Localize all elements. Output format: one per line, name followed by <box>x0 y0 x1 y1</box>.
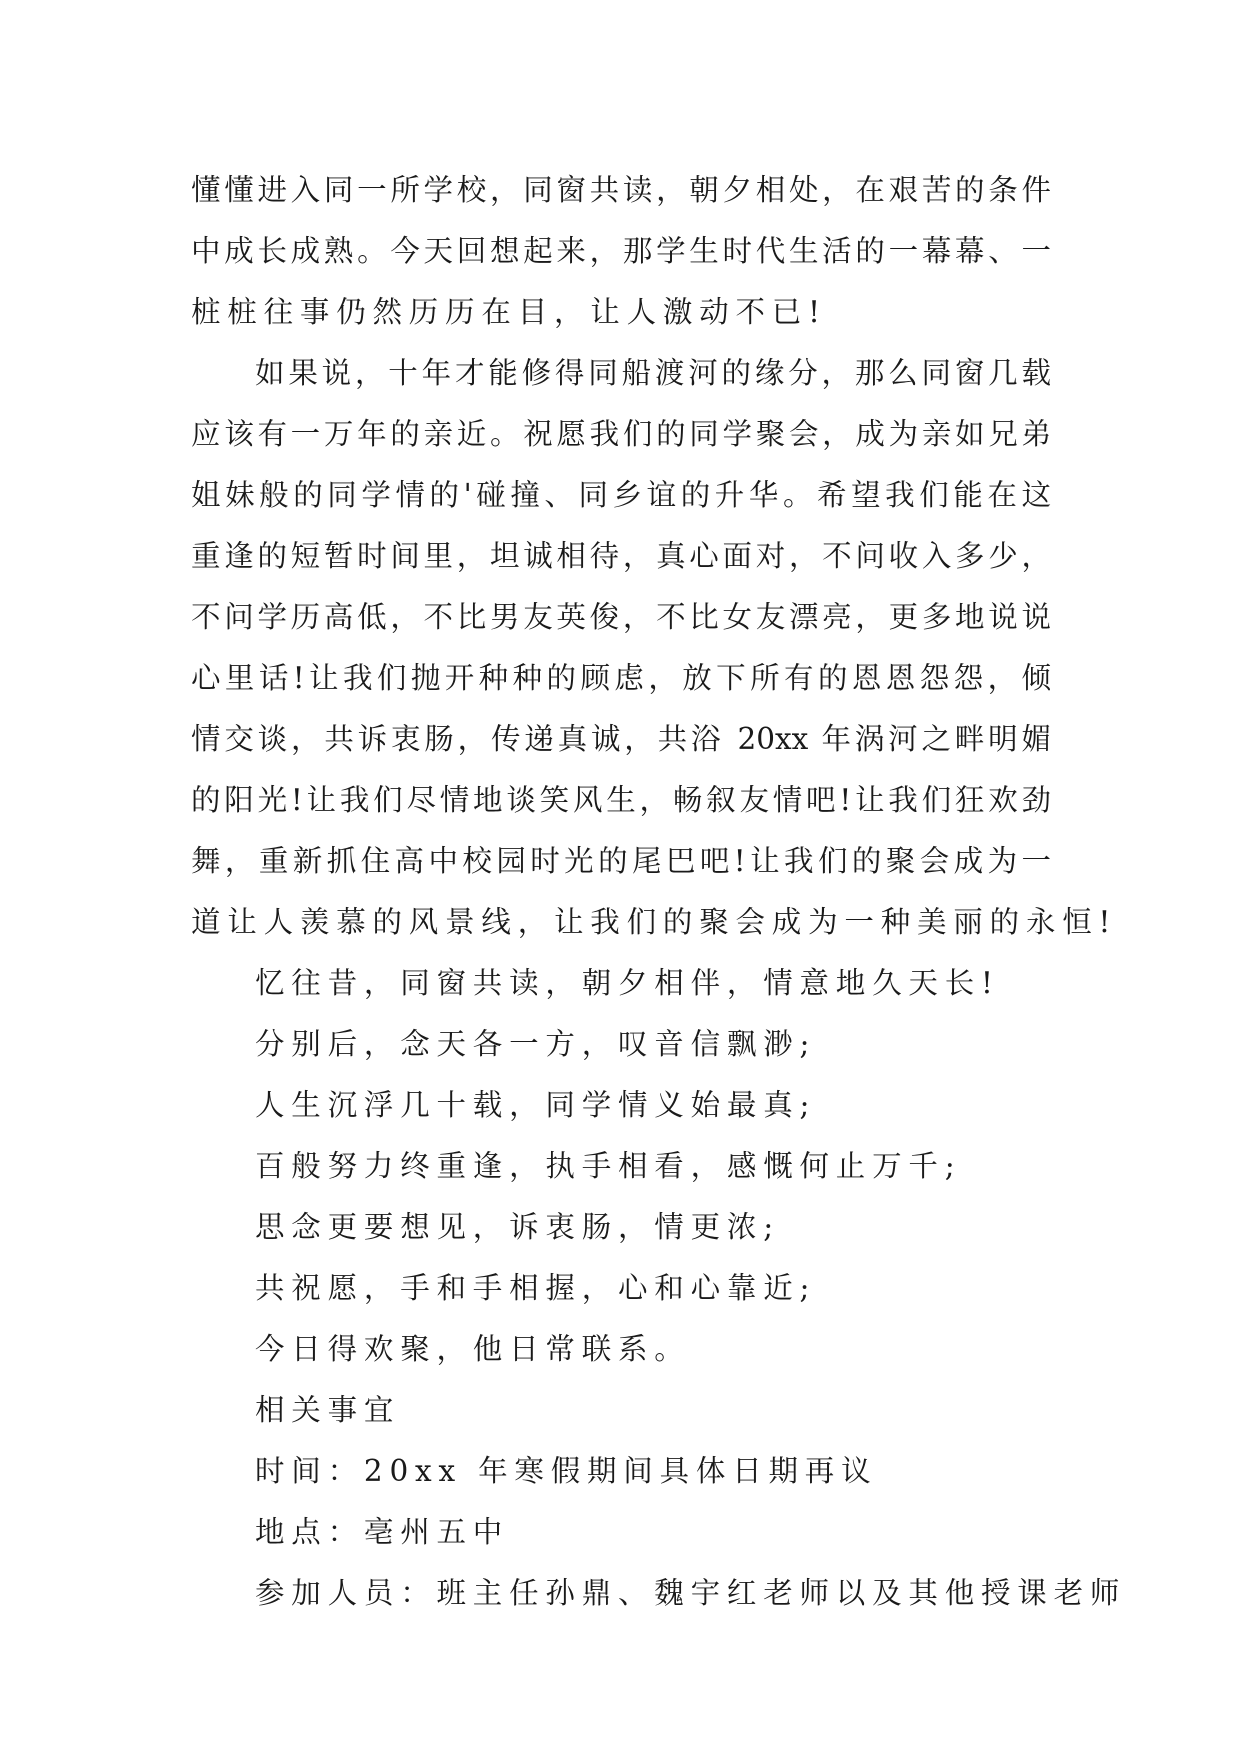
event-time: 时间：20xx 年寒假期间具体日期再议 <box>255 1454 878 1488</box>
document-body <box>191 160 1127 1624</box>
text-line: 应该有一万年的亲近。祝愿我们的同学聚会，成为亲如兄弟 <box>191 417 1051 451</box>
event-participants: 参加人员：班主任孙鼎、魏宇红老师以及其他授课老师 <box>255 1576 1127 1610</box>
text-line: 情交谈，共诉衷肠，传递真诚，共浴 20xx 年涡河之畔明媚 <box>191 722 1051 756</box>
text-line: 姐妹般的同学情的'碰撞、同乡谊的升华。希望我们能在这 <box>191 478 1051 512</box>
poem-line: 百般努力终重逢，执手相看，感慨何止万千; <box>255 1149 962 1183</box>
section-heading: 相关事宜 <box>255 1393 401 1427</box>
poem-line: 今日得欢聚，他日常联系。 <box>255 1332 691 1366</box>
poem-line: 忆往昔，同窗共读，朝夕相伴，情意地久天长! <box>255 966 1000 1000</box>
poem-line: 思念更要想见，诉衷肠，情更浓; <box>255 1210 780 1244</box>
text-line: 不问学历高低，不比男友英俊，不比女友漂亮，更多地说说 <box>191 600 1051 634</box>
text-line: 舞，重新抓住高中校园时光的尾巴吧!让我们的聚会成为一 <box>191 844 1051 878</box>
poem-line: 分别后，念天各一方，叹音信飘渺; <box>255 1027 817 1061</box>
paragraph-first-line: 如果说，十年才能修得同船渡河的缘分，那么同窗几载 <box>255 356 1051 390</box>
poem-line: 共祝愿，手和手相握，心和心靠近; <box>255 1271 817 1305</box>
text-line: 道让人羡慕的风景线，让我们的聚会成为一种美丽的永恒! <box>191 905 1118 939</box>
text-line: 懂懂进入同一所学校，同窗共读，朝夕相处，在艰苦的条件 <box>191 173 1051 207</box>
text-line: 心里话!让我们抛开种种的顾虑，放下所有的恩恩怨怨，倾 <box>191 661 1051 695</box>
text-line: 重逢的短暂时间里，坦诚相待，真心面对，不问收入多少， <box>191 539 1051 573</box>
text-line: 中成长成熟。今天回想起来，那学生时代生活的一幕幕、一 <box>191 234 1051 268</box>
event-location: 地点：亳州五中 <box>255 1515 510 1549</box>
text-line: 的阳光!让我们尽情地谈笑风生，畅叙友情吧!让我们狂欢劲 <box>191 783 1051 817</box>
poem-line: 人生沉浮几十载，同学情义始最真; <box>255 1088 817 1122</box>
text-line: 桩桩往事仍然历历在目，让人激动不已! <box>191 295 827 329</box>
